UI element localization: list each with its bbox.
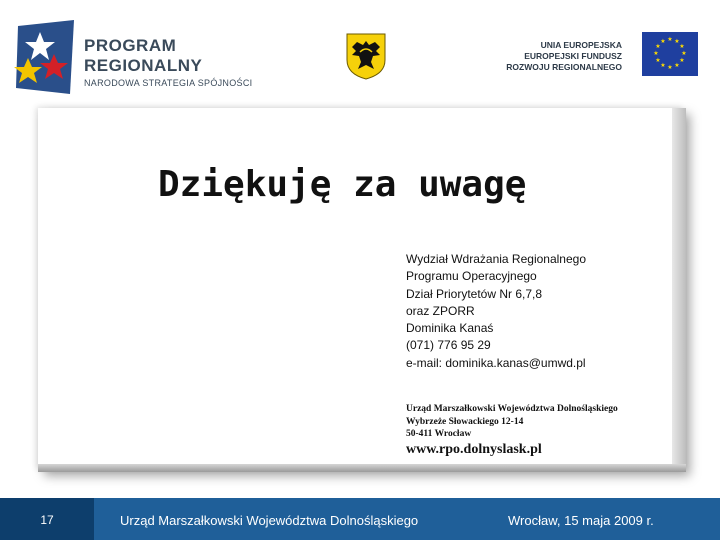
contact-phone: (071) 776 95 29 xyxy=(406,338,491,353)
slide-number: 17 xyxy=(0,498,94,540)
program-regionalny-logo xyxy=(14,18,264,98)
footer-bar xyxy=(0,498,720,540)
svg-text:★: ★ xyxy=(681,50,687,57)
contact-line: oraz ZPORR xyxy=(406,303,475,318)
eu-logo-text xyxy=(504,40,622,73)
svg-text:★: ★ xyxy=(667,64,673,71)
program-logo-line2: REGIONALNY xyxy=(84,56,203,75)
eu-logo-line2: EUROPEJSKI FUNDUSZ xyxy=(524,51,622,61)
svg-text:★: ★ xyxy=(655,57,661,64)
footer-organization: Urząd Marszałkowski Województwa Dolnośląskiego xyxy=(120,513,419,528)
svg-text:★: ★ xyxy=(674,62,680,69)
eu-logo xyxy=(500,30,700,80)
contact-name: Dominika Kanaś xyxy=(406,321,494,336)
program-logo-line3: NARODOWA STRATEGIA SPÓJNOŚCI xyxy=(84,78,253,88)
svg-text:★: ★ xyxy=(660,62,666,69)
svg-text:★: ★ xyxy=(667,36,673,43)
address-line: Wybrzeże Słowackiego 12-14 xyxy=(406,416,524,427)
panel-shadow-edge xyxy=(672,108,686,470)
eu-logo-line3: ROZWOJU REGIONALNEGO xyxy=(506,62,622,72)
contact-line: Programu Operacyjnego xyxy=(406,269,537,284)
contact-line: Wydział Wdrażania Regionalnego xyxy=(406,252,586,266)
contact-line: Dział Priorytetów Nr 6,7,8 xyxy=(406,286,543,301)
eu-logo-line1: UNIA EUROPEJSKA xyxy=(540,40,622,50)
address-block xyxy=(406,403,618,441)
program-regionalny-star-icon xyxy=(14,18,78,96)
svg-text:★: ★ xyxy=(653,50,659,57)
slide-title: Dziękuję za uwagę xyxy=(158,164,527,205)
eagle-coat-of-arms-icon xyxy=(345,32,387,80)
contact-email: e-mail: dominika.kanas@umwd.pl xyxy=(406,355,586,370)
svg-text:★: ★ xyxy=(660,38,666,45)
footer-date: Wrocław, 15 maja 2009 r. xyxy=(508,513,654,528)
program-logo-line1: PROGRAM xyxy=(84,36,177,55)
address-line: 50-411 Wrocław xyxy=(406,429,472,439)
eu-flag-icon xyxy=(642,32,698,76)
svg-text:★: ★ xyxy=(655,43,661,50)
svg-text:★: ★ xyxy=(679,43,685,50)
svg-text:★: ★ xyxy=(674,38,680,45)
svg-text:★: ★ xyxy=(679,57,685,64)
panel-shadow-bottom xyxy=(38,464,686,472)
website-link[interactable]: www.rpo.dolnyslask.pl xyxy=(406,442,542,457)
contact-block xyxy=(406,251,586,372)
address-line: Urząd Marszałkowski Województwa Dolnośląskiego xyxy=(406,404,618,414)
